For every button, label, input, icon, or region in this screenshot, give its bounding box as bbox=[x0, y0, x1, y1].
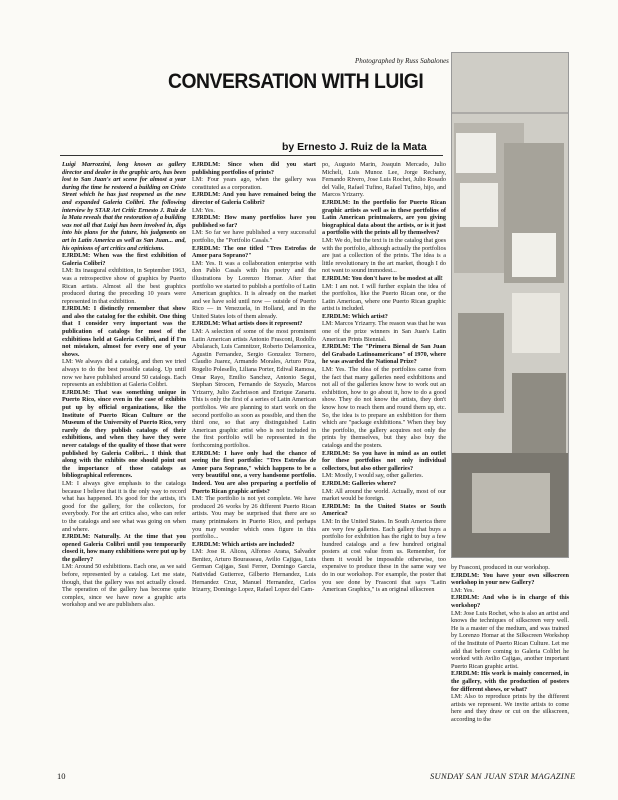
interview-paragraph bbox=[322, 313, 446, 321]
speaker-label: LM: bbox=[451, 693, 465, 701]
article-title: CONVERSATION WITH LUIGI bbox=[168, 70, 424, 93]
interview-paragraph bbox=[322, 366, 446, 450]
interview-paragraph bbox=[62, 480, 186, 533]
interview-paragraph bbox=[62, 563, 186, 609]
photograph bbox=[451, 52, 569, 558]
paragraph-text: So far we have published a very successful portfolio, the "Portfolio Casals." bbox=[192, 229, 316, 244]
paragraph-text: The portfolio is not yet complete. We have produced 26 works by 26 different Puerto Rican artists. You may be surprised that there are so many printmakers in Puerto Rico, and perhaps you may wonder which ones figure in this portfolio... bbox=[192, 495, 316, 541]
interview-paragraph bbox=[192, 450, 316, 496]
paragraph-text: Since when did you start publishing portfolios of prints? bbox=[192, 161, 316, 176]
speaker-label: LM: bbox=[192, 176, 208, 184]
paragraph-text: Which artists are included? bbox=[221, 540, 295, 548]
speaker-label: EJRDLM: bbox=[322, 479, 352, 487]
paragraph-text: When was the first exhibition of Galeria Colibri? bbox=[62, 252, 186, 267]
paragraph-text: I have only had the chance of seeing the first portfolio: "Tres Estrofas de Amor para Soprano," which happens to be a very beautiful one, a very handsome portfolio. Indeed. You are also preparing a portfolio of Puerto Rican graphic artists? bbox=[192, 449, 316, 495]
interview-paragraph bbox=[192, 161, 316, 176]
speaker-label: LM: bbox=[192, 206, 205, 214]
paragraph-text: po, Augusto Marin, Joaquin Mercado, Julio Micheli, Luis Munoz Lee, Jorge Rechany, Fernando Rivero, Jose Luis Rochet, Julio Rosado del Valle, Rafael Tufino, Rafael Tufino, hijo, and Marcos Yrizarry. bbox=[322, 161, 446, 199]
interview-paragraph bbox=[192, 176, 316, 191]
publication-name: SUNDAY SAN JUAN STAR MAGAZINE bbox=[430, 771, 576, 781]
interview-paragraph bbox=[192, 191, 316, 206]
interview-paragraph bbox=[192, 328, 316, 450]
paragraph-text: Mostly, I would say, other galleries. bbox=[334, 472, 424, 480]
speaker-label: EJRDLM: bbox=[192, 191, 223, 199]
speaker-label: EJRDLM: bbox=[322, 274, 352, 282]
paragraph-text: In the United States. In South America there are very few galleries. Each gallery that buys a portfolio for exhibition has the right to buy a few hundred catalogs and a few hundred original posters at cost value from us. Remember, for them it would be impossible otherwise, too expensive to produce these in the same way we do in our workshop. For example, the poster that you see done by Frasconi that says "Latin American Graphics," is an original silkscreen bbox=[322, 517, 446, 594]
paragraph-text: Naturally. At the time that you opened Galeria Colibri until you temporarily closed it, how many exhibitions were put up by the gallery? bbox=[62, 533, 186, 563]
speaker-label: LM: bbox=[192, 328, 206, 336]
paragraph-text: And who is in charge of this workshop? bbox=[451, 594, 569, 609]
paragraph-text: We do, but the text is in the catalog that goes with the portfolio, although actually the portfolios are just a collection of the prints. The idea is a little revolutionary in the art market, though I do not want to sound immodest... bbox=[322, 236, 446, 275]
speaker-label: EJRDLM: bbox=[451, 571, 483, 579]
speaker-label: LM: bbox=[322, 366, 336, 374]
interview-paragraph bbox=[322, 480, 446, 488]
interview-paragraph bbox=[322, 275, 446, 283]
speaker-label: EJRDLM: bbox=[192, 244, 224, 252]
paragraph-text: The one titled "Tres Estrofas de Amor para Soprano?" bbox=[192, 244, 316, 260]
interview-paragraph bbox=[62, 358, 186, 388]
article-column-4 bbox=[451, 564, 569, 764]
interview-paragraph bbox=[322, 199, 446, 237]
speaker-label: LM: bbox=[322, 472, 335, 480]
paragraph-text: Yes. bbox=[204, 206, 215, 214]
byline: by Ernesto J. Ruiz de la Mata bbox=[282, 141, 427, 153]
interview-paragraph bbox=[451, 610, 569, 671]
interview-paragraph bbox=[322, 503, 446, 518]
speaker-label: EJRDLM: bbox=[322, 312, 352, 320]
speaker-label: LM: bbox=[322, 320, 335, 328]
speaker-label: EJRDLM: bbox=[192, 540, 222, 548]
interview-paragraph bbox=[322, 343, 446, 366]
column-1-body bbox=[62, 252, 186, 609]
speaker-label: EJRDLM: bbox=[451, 594, 483, 602]
speaker-label: LM: bbox=[192, 495, 206, 503]
article-intro: Luigi Marrozzini, long known as gallery director and dealer in the graphic arts, has been lost to San Juan's art scene for almost a year during the time he restored a building on Cristo Street which he has just reopened as the new and expanded Galeria Colibri. The following interview by STAR Art Critic Ernesto J. Ruiz de la Mata reveals that the restoration of a building was not all that Luigi has been involved in, digs into his plans for the future, his judgments on art in Latin America as well as San Juan... and, his opinions of art critics and criticisms. bbox=[62, 161, 186, 252]
interview-paragraph bbox=[451, 587, 569, 595]
paragraph-text: by Frasconi, produced in our workshop. bbox=[451, 564, 550, 571]
interview-paragraph bbox=[192, 548, 316, 594]
paragraph-text: All around the world. Actually, most of our market would be foreign. bbox=[322, 487, 446, 503]
paragraph-text: Yes. It was a collaboration enterprise with don Pablo Casals with his poetry and the illustrations by Lorenzo Homar. After that portfolio we started to publish a portfolio of Latin American graphics. It is already on the market and we have sold until now — outside of Puerto Rico — in Venezuela, in Holland, and in the United States lots of them already. bbox=[192, 259, 316, 320]
speaker-label: EJRDLM: bbox=[62, 388, 95, 396]
speaker-label: EJRDLM: bbox=[322, 343, 353, 351]
paragraph-text: I distinctly remember that show and also the catalog for the exhibit. One thing that I consider very important was the publication of catalogs for most of the exhibitions held at Galeria Colibri, and if I'm not mistaken, almost for every one of your shows. bbox=[62, 305, 186, 358]
paragraph-text: Around 50 exhibitions. Each one, as we said before, represented by a catalog. Let me state, though, that the gallery was not actually closed. The operation of the gallery has become quite complex, since we have now a graphic arts workshop and we are publishers also. bbox=[62, 563, 186, 609]
interview-paragraph bbox=[192, 495, 316, 541]
interview-paragraph bbox=[322, 488, 446, 503]
speaker-label: LM: bbox=[192, 229, 206, 237]
interview-paragraph bbox=[322, 237, 446, 275]
interview-paragraph bbox=[451, 564, 569, 572]
paragraph-text: Jose Luis Rochet, who is also an artist and knows the techniques of silkscreen very well. He is a master of the medium, and was trained by Lorenzo Homar at the Silkscreen Workshop of the Institute of Puerto Rican Culture. Let me add that before coming to Galeria Colibri he worked with Avilio Cajigas, another important Puerto Rican graphic artist. bbox=[451, 609, 569, 670]
interview-paragraph bbox=[192, 320, 316, 328]
speaker-label: LM: bbox=[451, 609, 464, 617]
paragraph-text: I am not. I will further explain the idea of the portfolios, like the Puerto Rican one, or the Latin American, where one Puerto Rican graphic artist is included. bbox=[322, 282, 446, 313]
paragraph-text: In the portfolio for Puerto Rican graphic artists as well as in these portfolios of Latin American printmakers, are you giving biographical data about the artists, or is it just a portfolio with the prints all by themselves? bbox=[322, 198, 446, 237]
paragraph-text: Galleries where? bbox=[351, 479, 397, 487]
interview-paragraph bbox=[451, 693, 569, 723]
paragraph-text: We always did a catalog, and then we tried always to do the best possible catalog. Up until now we have published around 50 catalogs. Each represents an exhibition at Galeria Colibri. bbox=[62, 358, 186, 389]
paragraph-text: You have your own silkscreen workshop in your new Gallery? bbox=[451, 571, 569, 587]
speaker-label: LM: bbox=[322, 487, 335, 495]
paragraph-text: And you have remained being the director of Galeria Colibri? bbox=[192, 191, 316, 206]
interview-paragraph bbox=[322, 283, 446, 313]
interview-paragraph bbox=[192, 245, 316, 260]
speaker-label: EJRDLM: bbox=[192, 449, 225, 457]
speaker-label: LM: bbox=[322, 517, 335, 525]
interview-paragraph bbox=[451, 572, 569, 587]
speaker-label: LM: bbox=[192, 548, 207, 556]
article-column-1 bbox=[62, 161, 186, 761]
interview-paragraph bbox=[62, 305, 186, 358]
photo-credit: Photographed by Russ Sabalones bbox=[355, 57, 449, 65]
interview-paragraph bbox=[62, 533, 186, 563]
interview-paragraph bbox=[192, 541, 316, 549]
paragraph-text: Marcos Yrizarry. The reason was that he was one of the prize winners in San Juan's Latin American Prints Biennial. bbox=[322, 320, 446, 343]
article-column-3 bbox=[322, 161, 446, 761]
speaker-label: EJRDLM: bbox=[322, 198, 354, 206]
interview-paragraph bbox=[322, 320, 446, 343]
paragraph-text: Four years ago, when the gallery was constituted as a corporation. bbox=[192, 176, 316, 191]
speaker-label: LM: bbox=[322, 282, 336, 290]
interview-paragraph bbox=[322, 518, 446, 594]
speaker-label: LM: bbox=[62, 479, 77, 487]
interview-paragraph bbox=[62, 267, 186, 305]
speaker-label: LM: bbox=[62, 267, 75, 275]
speaker-label: EJRDLM: bbox=[322, 502, 355, 510]
paragraph-text: That was something unique in Puerto Rico, since even in the case of exhibits put up by official organizations, like the Institute of Puerto Rican Culture or the Museum of the University of Puerto Rico, very rarely do they publish catalogs of their exhibitions, and when they have they were never catalogs of the quality of those that were published by Galeria Colibri... I think that along with the exhibits one should point out the importance of those catalogs as bibliographical references. bbox=[62, 388, 186, 480]
interview-paragraph bbox=[192, 207, 316, 215]
paragraph-text: You don't have to be modest at all! bbox=[351, 274, 443, 282]
paragraph-text: Its inaugural exhibition, in September 1963, was a retrospective show of graphics by Puerto Rican artists. Almost all the best graphics produced during the preceding 10 years were represented in that exhibition. bbox=[62, 267, 186, 305]
speaker-label: LM: bbox=[62, 563, 75, 571]
speaker-label: EJRDLM: bbox=[192, 214, 225, 222]
speaker-label: LM: bbox=[192, 259, 206, 267]
interview-paragraph bbox=[451, 594, 569, 609]
speaker-label: LM: bbox=[451, 586, 464, 594]
interview-paragraph bbox=[192, 229, 316, 244]
paragraph-text: His work is mainly concerned, in the gallery, with the production of posters for different shows, or what? bbox=[451, 670, 569, 693]
interview-paragraph bbox=[451, 670, 569, 693]
paragraph-text: Also to reproduce prints by the different artists we represent. We invite artists to come here and they draw or cut on the silkscreen, according to the bbox=[451, 693, 569, 723]
speaker-label: EJRDLM: bbox=[322, 449, 353, 457]
paragraph-text: How many portfolios have you published so far? bbox=[192, 214, 316, 229]
speaker-label: LM: bbox=[62, 358, 76, 366]
paragraph-text: In the United States or South America? bbox=[322, 502, 446, 518]
interview-paragraph bbox=[62, 252, 186, 267]
paragraph-text: So you have in mind as an outlet for these portfolios not only individual collectors, but also other galleries? bbox=[322, 449, 446, 472]
article-column-2 bbox=[192, 161, 316, 761]
interview-paragraph bbox=[192, 260, 316, 321]
interview-paragraph bbox=[192, 214, 316, 229]
title-rule bbox=[60, 155, 443, 156]
paragraph-text: What artists does it represent? bbox=[221, 320, 303, 328]
interview-paragraph bbox=[322, 472, 446, 480]
paragraph-text: The "Primera Bienal de San Juan del Grabado Latinoamericano" of 1970, where he was awarded the National Prize? bbox=[322, 343, 446, 366]
interview-paragraph bbox=[62, 389, 186, 480]
paragraph-text: Jose R. Alicea, Alfonso Arana, Salvador Benitez, Arturo Bourasseau, Avilio Cajigas, Luis German Cajigas, Susi Ferrer, Domingo Garcia, Natividad Gutierrez, Gilberto Hernandez, Luis Hernandez Cruz, Manuel Hernandez, Carlos Irizarry, Domingo Lopez, Rafael Lopez del Cam- bbox=[192, 548, 316, 594]
interview-paragraph bbox=[322, 450, 446, 473]
interview-paragraph bbox=[322, 161, 446, 199]
speaker-label: EJRDLM: bbox=[62, 305, 94, 313]
paragraph-text: Yes. The idea of the portfolios came from the fact that many galleries need exhibitions and not all of the galleries know how to work out an exhibition, how to go about it, how to do a good show. They do not know the artists, they don't know how to reach them and round them up, etc. So, the idea is to prepare an exhibition for them which are "package exhibitions." When they buy the portfolio, the gallery acquires not only the prints by themselves, but they also buy the catalogs and the posters. bbox=[322, 366, 446, 449]
photo-illustration bbox=[452, 53, 569, 558]
speaker-label: LM: bbox=[322, 236, 335, 244]
paragraph-text: I always give emphasis to the catalogs because I believe that it is the only way to record what has happened. It's good for the artists, it's good for the gallery, for the collectors, for everybody. For the art critics also, who can refer to the catalogs and see what was going on when and where. bbox=[62, 479, 186, 533]
paragraph-text: Yes. bbox=[463, 586, 474, 594]
speaker-label: EJRDLM: bbox=[451, 670, 482, 678]
paragraph-text: A selection of some of the most prominent Latin American artists Antonio Frasconi, Rodolfo Abularach, Luis Camnitzer, Roberto Delamonica, Agustin Fernandez, Sergio Gonzalez Tornero, Claudio Juarez, Armando Morales, Arturo Piza, Rogelio Polesello, Liliana Porter, Edival Ramosa, Omar Rayo, Emilio Sanchez, Antonio Segui, Stephan Strocen, Fernando de Szyszlo, Marcos Yrizarry, Julio Zachrisson and Enrique Zanartu. This is only the first of a series of Latin American portfolios. We are planning to start work on the second portfolio as soon as possible, and then the third one, so that any distinguished Latin American graphic artist who is not included in the first portfolio will be represented in the forthcoming portfolios. bbox=[192, 328, 316, 449]
speaker-label: EJRDLM: bbox=[62, 252, 94, 260]
speaker-label: EJRDLM: bbox=[192, 161, 228, 168]
speaker-label: EJRDLM: bbox=[62, 533, 94, 541]
page-number: 10 bbox=[57, 771, 66, 781]
speaker-label: EJRDLM: bbox=[192, 320, 222, 328]
paragraph-text: Which artist? bbox=[351, 312, 388, 320]
